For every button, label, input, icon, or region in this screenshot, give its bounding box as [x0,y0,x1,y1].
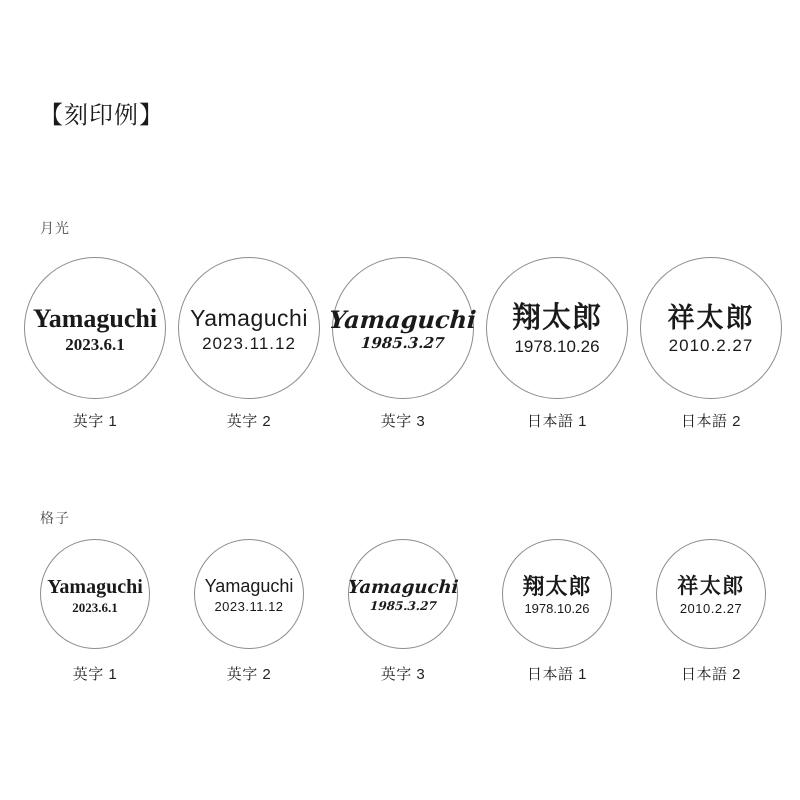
engraved-date-text: 2023.6.1 [65,335,125,355]
engraving-preview-circle [656,539,766,649]
engraving-sample [326,257,480,431]
engraving-sample [480,539,634,684]
engraved-date-text: 2010.2.27 [668,335,754,355]
design-name-label: 月光 [40,220,70,236]
engraving-sample [480,257,634,431]
font-option-label: 日本語 2 [680,666,741,683]
font-option-label: 日本語 2 [680,413,741,430]
engraving-preview-circle [328,257,478,399]
engraving-preview-circle [348,539,458,649]
engraving-preview-circle [40,539,150,649]
engraved-name-text: 祥太郎 [677,574,745,599]
font-option-label: 英字 2 [226,666,272,683]
font-option-label: 日本語 1 [526,666,587,683]
font-option-label: 英字 2 [226,413,272,430]
engraved-date-text: 2023.11.12 [202,333,296,353]
engraving-sample [634,539,788,684]
engraved-date-text: 1985.3.27 [369,599,437,614]
engraved-date-text: 2023.11.12 [214,598,284,614]
engraved-name-text: Yamaguchi [328,304,478,334]
engraving-sample [172,539,326,684]
font-option-label: 日本語 1 [526,413,587,430]
engraving-preview-circle [486,257,628,399]
engraving-preview-circle [194,539,304,649]
engraved-date-text: 2010.2.27 [679,600,743,616]
engraved-name-text: Yamaguchi [347,576,459,598]
engraving-sample [326,539,480,684]
engraved-name-text: Yamaguchi [204,576,294,597]
engraved-name-text: Yamaguchi [190,305,308,332]
engraving-preview-circle [502,539,612,649]
engraving-sample [18,539,172,684]
font-option-label: 英字 3 [380,413,426,430]
font-option-label: 英字 1 [72,666,118,683]
engraving-preview-circle [640,257,782,399]
engraved-name-text: Yamaguchi [47,576,143,598]
engraved-name-text: Yamaguchi [32,303,158,333]
engraved-date-text: 1978.10.26 [514,336,600,356]
engraving-sample [18,257,172,431]
page-title: 【刻印例】 [39,102,164,129]
engraving-sample [634,257,788,431]
engraving-preview-circle [178,257,320,399]
sample-grid [18,539,788,684]
engraving-preview-circle [24,257,166,399]
design-name-label: 格子 [40,510,70,526]
engraved-name-text: 翔太郎 [522,573,592,599]
sample-grid [18,257,788,431]
font-option-label: 英字 3 [380,666,426,683]
engraved-name-text: 祥太郎 [667,303,755,334]
font-option-label: 英字 1 [72,413,118,430]
engraved-date-text: 1985.3.27 [360,334,446,353]
engraved-date-text: 2023.6.1 [72,600,118,615]
engraved-name-text: 翔太郎 [511,302,602,335]
engraving-sample [172,257,326,431]
engraved-date-text: 1978.10.26 [524,601,590,617]
